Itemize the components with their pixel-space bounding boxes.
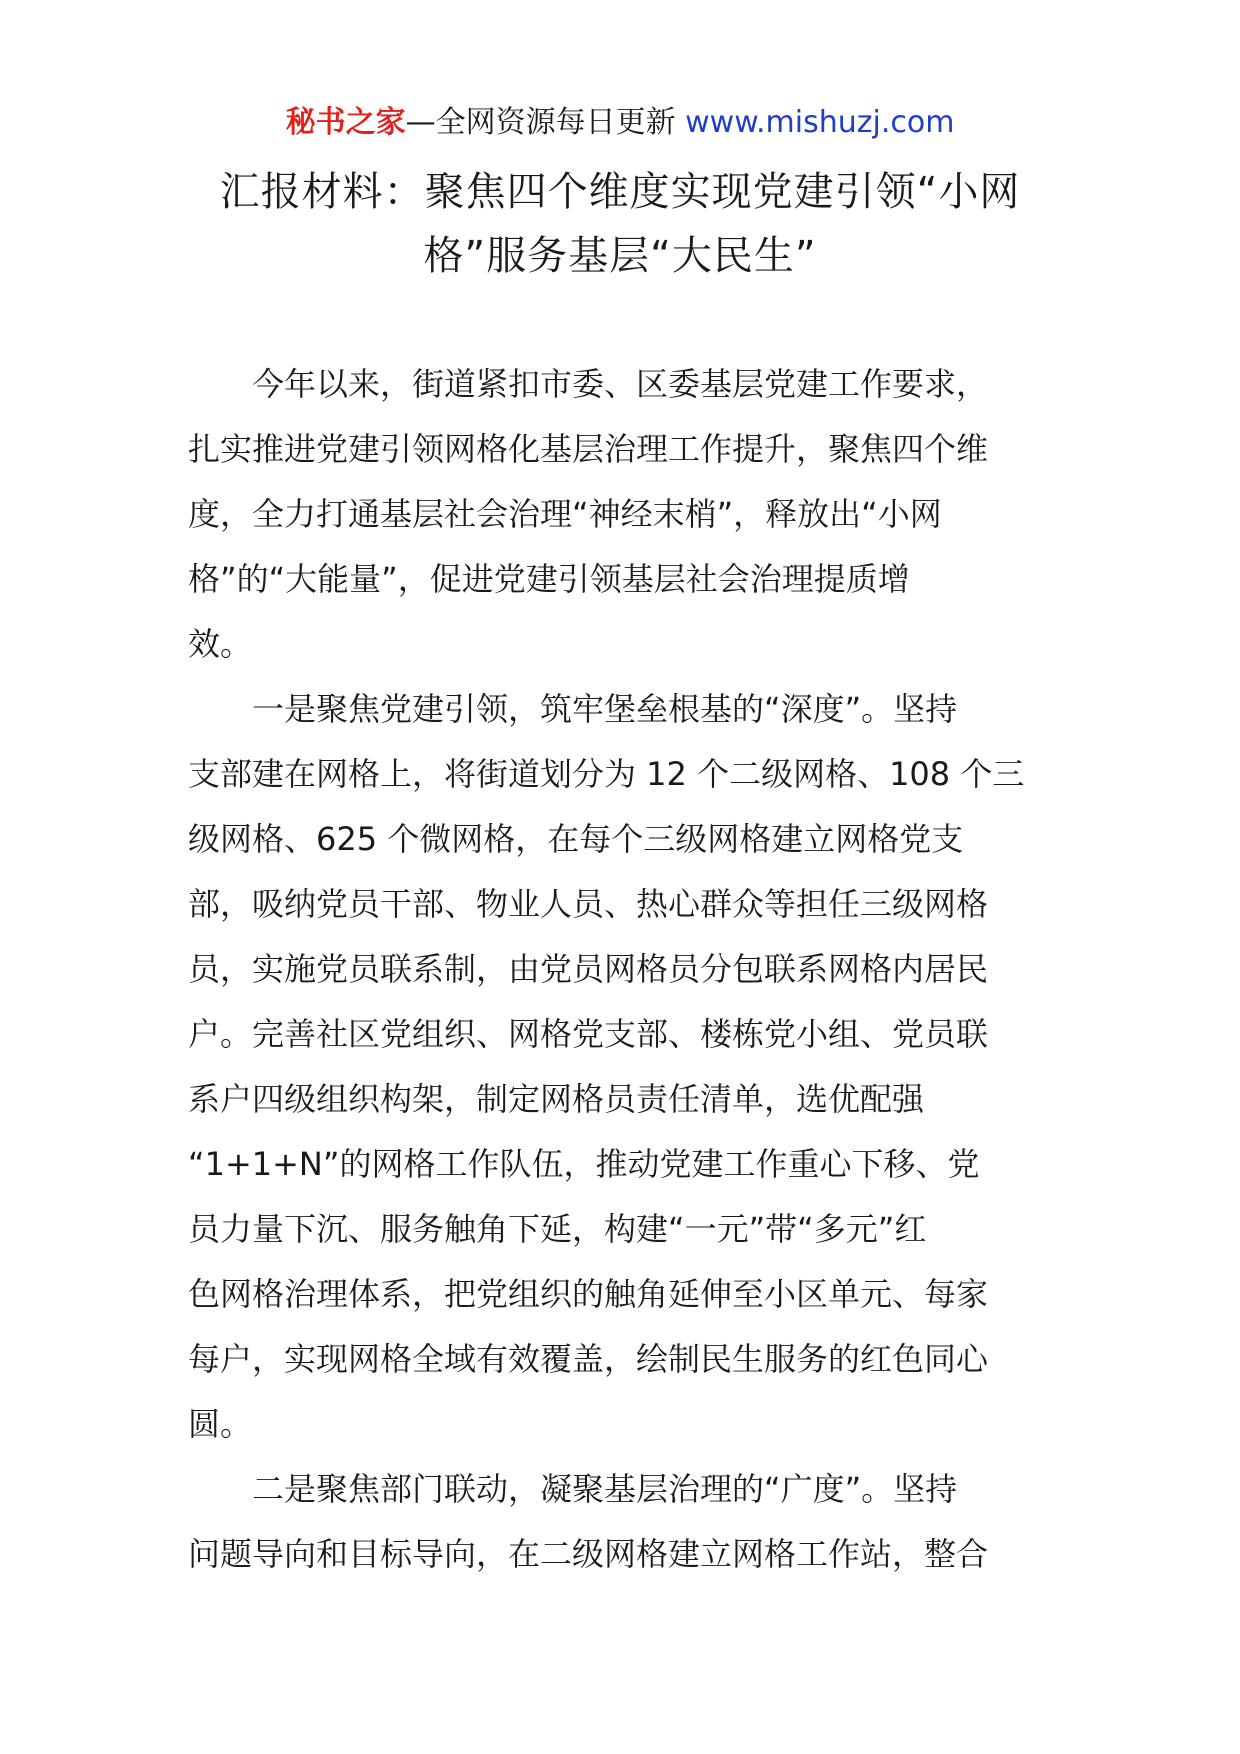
text-line: 级网格、625 个微网格，在每个三级网格建立网格党支 (188, 820, 964, 858)
text-line: 圆。 (188, 1405, 253, 1443)
document-title (190, 160, 1050, 288)
text-line: 每户，实现网格全域有效覆盖，绘制民生服务的红色同心 (188, 1340, 989, 1378)
text-line: 今年以来，街道紧扣市委、区委基层党建工作要求， (188, 365, 989, 403)
site-url-link[interactable]: www.mishuzj.com (685, 105, 955, 140)
document-body (188, 352, 1060, 1587)
text-line: 度，全力打通基层社会治理“神经末梢”，释放出“小网 (188, 495, 942, 533)
paragraph-point-two (188, 1457, 1060, 1587)
text-line: “1+1+N”的网格工作队伍，推动党建工作重心下移、党 (188, 1145, 980, 1183)
text-line: 二是聚焦部门联动，凝聚基层治理的“广度”。坚持 (188, 1470, 958, 1508)
text-line: 员，实施党员联系制，由党员网格员分包联系网格内居民 (188, 950, 989, 988)
text-line: 部，吸纳党员干部、物业人员、热心群众等担任三级网格 (188, 885, 989, 923)
text-line: 员力量下沉、服务触角下延，构建“一元”带“多元”红 (188, 1210, 927, 1248)
title-line: 格”服务基层“大民生” (423, 233, 817, 279)
paragraph-intro (188, 352, 1060, 677)
text-line: 效。 (188, 625, 253, 663)
brand-name: 秘书之家 (285, 105, 406, 140)
text-line: 系户四级组织构架，制定网格员责任清单，选优配强 (188, 1080, 925, 1118)
text-line: 扎实推进党建引领网格化基层治理工作提升，聚焦四个维 (188, 430, 989, 468)
title-line: 汇报材料：聚焦四个维度实现党建引领“小网 (219, 169, 1021, 215)
header-tagline: —全网资源每日更新 (405, 105, 686, 140)
text-line: 问题导向和目标导向，在二级网格建立网格工作站，整合 (188, 1535, 989, 1573)
site-header (0, 103, 1240, 143)
text-line: 一是聚焦党建引领，筑牢堡垒根基的“深度”。坚持 (188, 690, 958, 728)
text-line: 户。完善社区党组织、网格党支部、楼栋党小组、党员联 (188, 1015, 989, 1053)
text-line: 支部建在网格上，将街道划分为 12 个二级网格、108 个三 (188, 755, 1025, 793)
text-line: 格”的“大能量”，促进党建引领基层社会治理提质增 (188, 560, 910, 598)
text-line: 色网格治理体系，把党组织的触角延伸至小区单元、每家 (188, 1275, 989, 1313)
paragraph-point-one (188, 677, 1060, 1457)
